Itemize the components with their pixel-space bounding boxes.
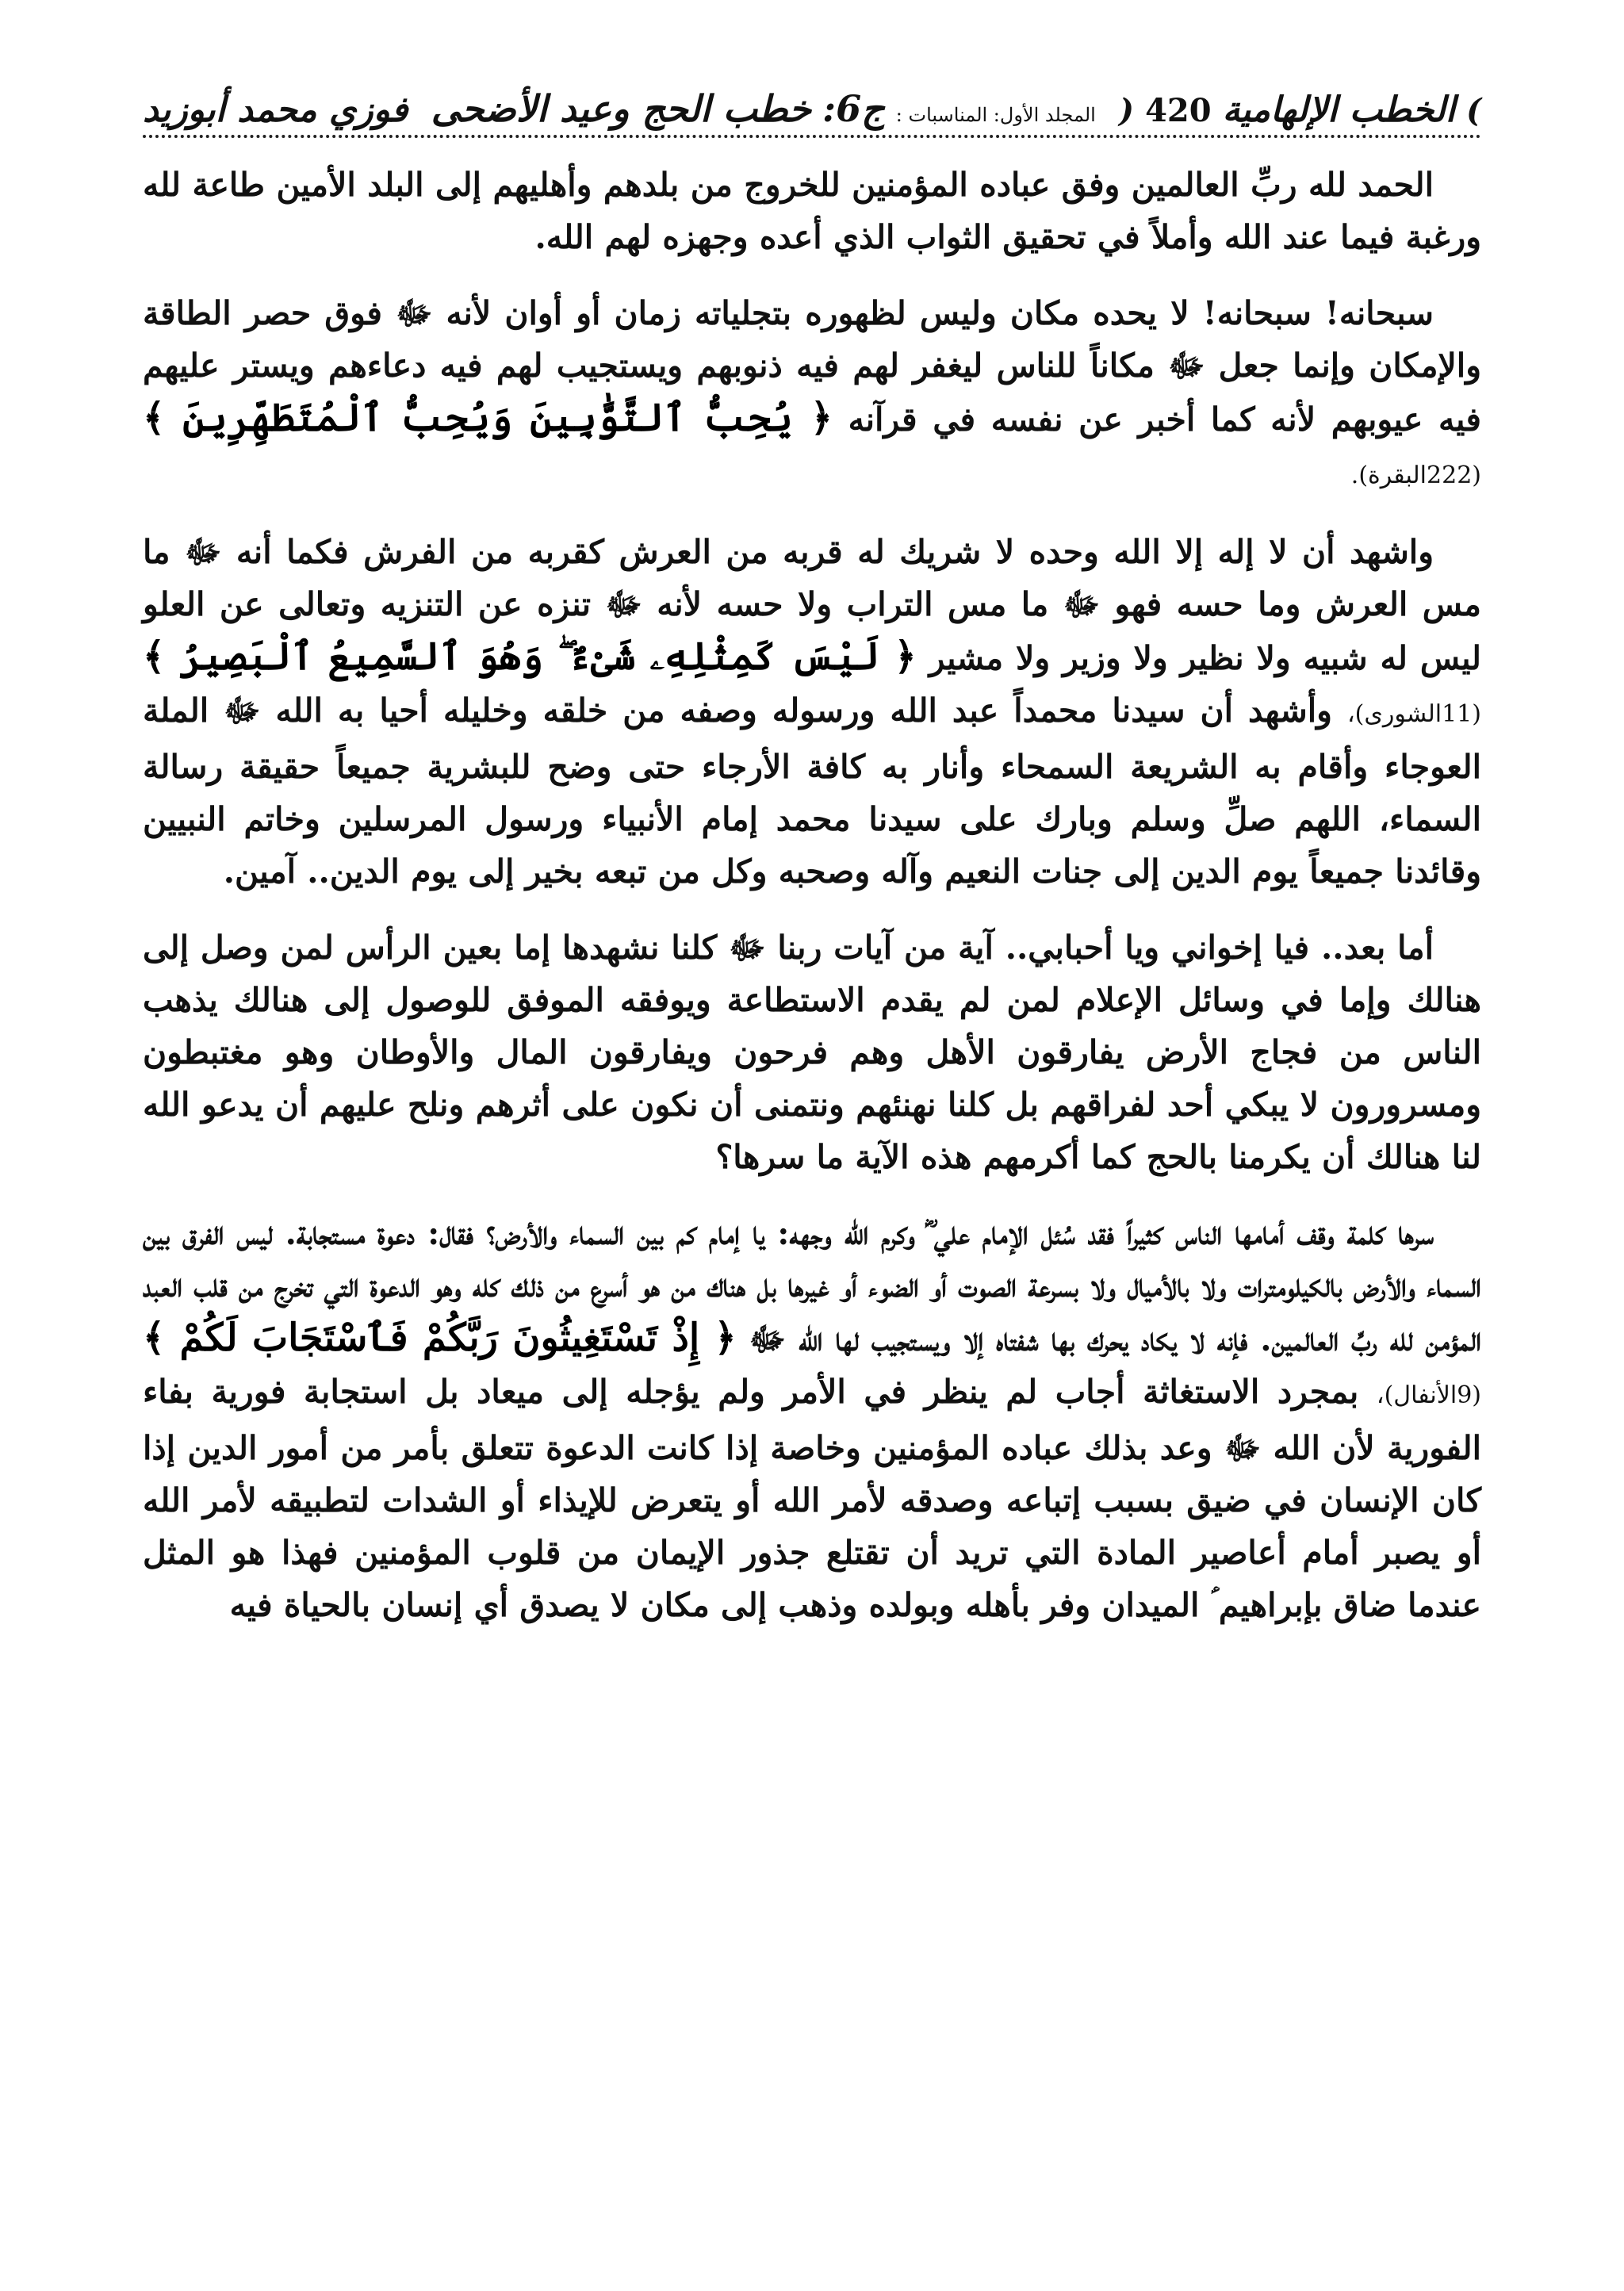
header-paren-open: ) bbox=[1466, 92, 1481, 129]
body-text bbox=[143, 159, 1481, 1655]
verse-reference: (9الأنفال)، bbox=[1376, 1381, 1481, 1409]
header-paren-close: ( bbox=[1119, 92, 1135, 129]
paragraph-5 bbox=[143, 1207, 1481, 1631]
paragraph-text: واشهد أن لا إله إلا الله وحده لا شريك له قربه من العرش كقربه من الفرش فكما أنه ﷻ ما مس العرش وما حسه فهو ﷻ ما مس التراب ولا حسه لأنه ﷻ تنزه عن التنزيه وتعالى عن العلو ليس له شبيه ولا نظير ولا وزير ولا مشير bbox=[143, 533, 1482, 677]
paragraph-2 bbox=[143, 287, 1481, 502]
quran-verse: ﴿ لَيْسَ كَمِثْلِهِۦ شَىْءٌ ۖ وَهُوَ ٱلسَّمِيعُ ٱلْبَصِيرُ ﴾ bbox=[143, 634, 917, 679]
header-chapter-title: خطب الحج وعيد الأضحى bbox=[431, 87, 812, 130]
header-page-number: 420 bbox=[1145, 92, 1212, 129]
paragraph-4 bbox=[143, 921, 1481, 1183]
paragraph-text: الحمد لله ربِّ العالمين وفق عباده المؤمنين للخروج من بلدهم وأهليهم إلى البلد الأمين طاعة لله ورغبة فيما عند الله وأملاً في تحقيق الثواب الذي أعده وجهزه لهم الله. bbox=[143, 166, 1481, 256]
verse-reference: (11الشورى)، bbox=[1347, 700, 1481, 728]
paragraph-3 bbox=[143, 526, 1481, 898]
paragraph-text: سبحانه! سبحانه! لا يحده مكان وليس لظهوره بتجلياته زمان أو أوان لأنه ﷻ فوق حصر الطاقة والإمكان وإنما جعل ﷻ مكاناً للناس ليغفر لهم فيه ذنوبهم ويستجيب لهم فيه دعاءهم ويستر عليهم فيه عيوبهم لأنه كما أخبر عن نفسه في قرآنه bbox=[143, 294, 1482, 439]
header-book-title: الخطب الإلهامية bbox=[1222, 90, 1456, 130]
header-volume-label: المجلد الأول: المناسبات : bbox=[895, 104, 1096, 126]
paragraph-text: أما بعد.. فيا إخواني ويا أحبابي.. آية من آيات ربنا ﷻ كلنا نشهدها إما بعين الرأس لمن وصل إلى هنالك وإما في وسائل الإعلام لمن لم يقدم الاستطاعة ويوفقه الموفق للوصول إلى هنالك يذهب الناس من فجاج الأرض يفارقون الأهل وهم فرحون ويفارقون المال والأوطان وهو مغتبطون ومسرورون لا يبكي أحد لفراقهم بل كلنا نهنئهم ونتمنى أن نكون على أثرهم ونلح عليهم أن يدعو الله لنا هنالك أن يكرمنا بالحج كما أكرمهم هذه الآية ما سرها؟ bbox=[143, 929, 1481, 1176]
quran-verse: ﴿ إِذْ تَسْتَغِيثُونَ رَبَّكُمْ فَٱسْتَجَابَ لَكُمْ ﴾ bbox=[143, 1316, 737, 1360]
header-chapter-block bbox=[431, 87, 1096, 130]
header-chapter: ج6: bbox=[822, 87, 885, 130]
paragraph-text: سرها كلمة وقف أمامها الناس كثيراً فقد سُئل الإمام علي ؓ وكرم الله وجهه: يا إمام كم بين السماء والأرض؟ فقال: دعوة مستجابة. ليس الفرق بين السماء والأرض بالكيلومترات ولا بالأميال ولا بسرعة الصوت أو الضوء أو غيرها بل هناك من هو أسرع من ذلك كله وهو الدعوة التي تخرج من قلب العبد المؤمن لله ربِّ العالمين. فإنه لا يكاد يحرك بها شفتاه إلا ويستجيب لها الله ﷻ bbox=[143, 1214, 1482, 1358]
running-header bbox=[143, 70, 1481, 138]
paragraph-text-continued: بمجرد الاستغاثة أجاب لم ينظر في الأمر ولم يؤجله إلى ميعاد بل استجابة فورية بفاء الفورية لأن الله ﷻ وعد بذلك عباده المؤمنين وخاصة إذا كانت الدعوة تتعلق بأمر من أمور الدين إذا كان الإنسان في ضيق بسبب إتباعه وصدقه لأمر الله أو يتعرض للإيذاء أو الشدات لتطبيقه لأمر الله أو يصبر أمام أعاصير المادة التي تريد أن تقتلع جذور الإيمان من قلوب المؤمنين فهذا هو المثل عندما ضاق بإبراهيم ؑ الميدان وفر بأهله وبولده وذهب إلى مكان لا يصدق أي إنسان بالحياة فيه bbox=[143, 1373, 1481, 1624]
header-book-block bbox=[1119, 90, 1481, 130]
quran-verse: ﴿ يُحِبُّ ٱلتَّوَّٰبِينَ وَيُحِبُّ ٱلْمُتَطَهِّرِينَ ﴾ bbox=[143, 396, 833, 440]
paragraph-1 bbox=[143, 159, 1481, 263]
header-author: فوزي محمد أبوزيد bbox=[143, 90, 408, 130]
paragraph-text-continued: وأشهد أن سيدنا محمداً عبد الله ورسوله وصفه من خلقه وخليله أحيا به الله ﷻ الملة العوجاء وأقام به الشريعة السمحاء وأنار به كافة الأرجاء حتى وضح للبشرية جميعاً حقيقة رسالة السماء، اللهم صلِّ وسلم وبارك على سيدنا محمد إمام الأنبياء ورسول المرسلين وخاتم النبيين وقائدنا جميعاً يوم الدين إلى جنات النعيم وآله وصحبه وكل من تبعه بخير إلى يوم الدين.. آمين. bbox=[143, 692, 1481, 891]
verse-reference: (222البقرة). bbox=[1350, 462, 1481, 489]
